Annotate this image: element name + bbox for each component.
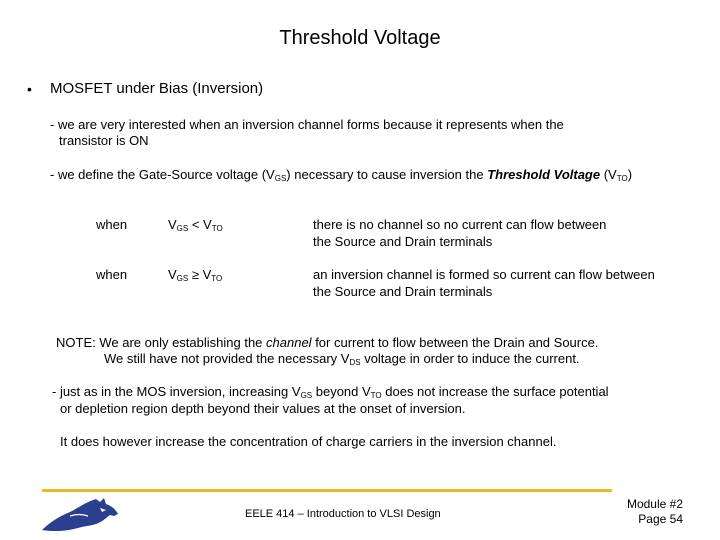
condition-2-description-line-2: the Source and Drain terminals (313, 284, 493, 299)
condition-2-expression: $V_{GS} \ge V_{TO}$ (168, 267, 223, 283)
paragraph-3-line-1: - just as in the MOS inversion, increasing $V_{GS}$ beyond $V_{TO}$ does not increase the surface potential (52, 384, 609, 400)
condition-1-when: when (96, 217, 128, 232)
footer-rule (42, 489, 612, 492)
paragraph-1-line-1: - we are very interested when an inversion channel forms because it represents when the (50, 117, 564, 132)
paragraph-1-line-2: transistor is ON (59, 133, 149, 148)
condition-2-description-line-1: an inversion channel is formed so current can flow between (313, 267, 655, 282)
note-line-1: NOTE: We are only establishing the channel for current to flow between the Drain and Source. (56, 335, 599, 350)
condition-1-description-line-2: the Source and Drain terminals (313, 234, 493, 249)
bullet-icon: • (27, 81, 32, 97)
footer-module-page (627, 497, 683, 527)
footer-course-title: EELE 414 – Introduction to VLSI Design (245, 508, 441, 520)
condition-2-when: when (96, 267, 128, 282)
footer-module: Module #2 (626, 497, 683, 511)
bullet-heading: MOSFET under Bias (Inversion) (50, 80, 264, 97)
slide-title: Threshold Voltage (279, 27, 441, 49)
bobcat-logo-icon (40, 496, 120, 534)
footer-page-number: Page 54 (638, 512, 683, 526)
condition-1-description-line-1: there is no channel so no current can flow between (313, 217, 607, 232)
paragraph-2: - we define the Gate-Source voltage $(V_{GS})$ necessary to cause inversion the Threshold Voltage $(V_{TO})$ (50, 167, 633, 183)
paragraph-3-line-2: or depletion region depth beyond their values at the onset of inversion. (60, 401, 466, 416)
condition-1-expression: $V_{GS} < V_{TO}$ (168, 217, 223, 233)
paragraph-4: It does however increase the concentration of charge carriers in the inversion channel. (60, 434, 557, 449)
note-line-2: We still have not provided the necessary $V_{DS}$ voltage in order to induce the current. (104, 351, 580, 367)
